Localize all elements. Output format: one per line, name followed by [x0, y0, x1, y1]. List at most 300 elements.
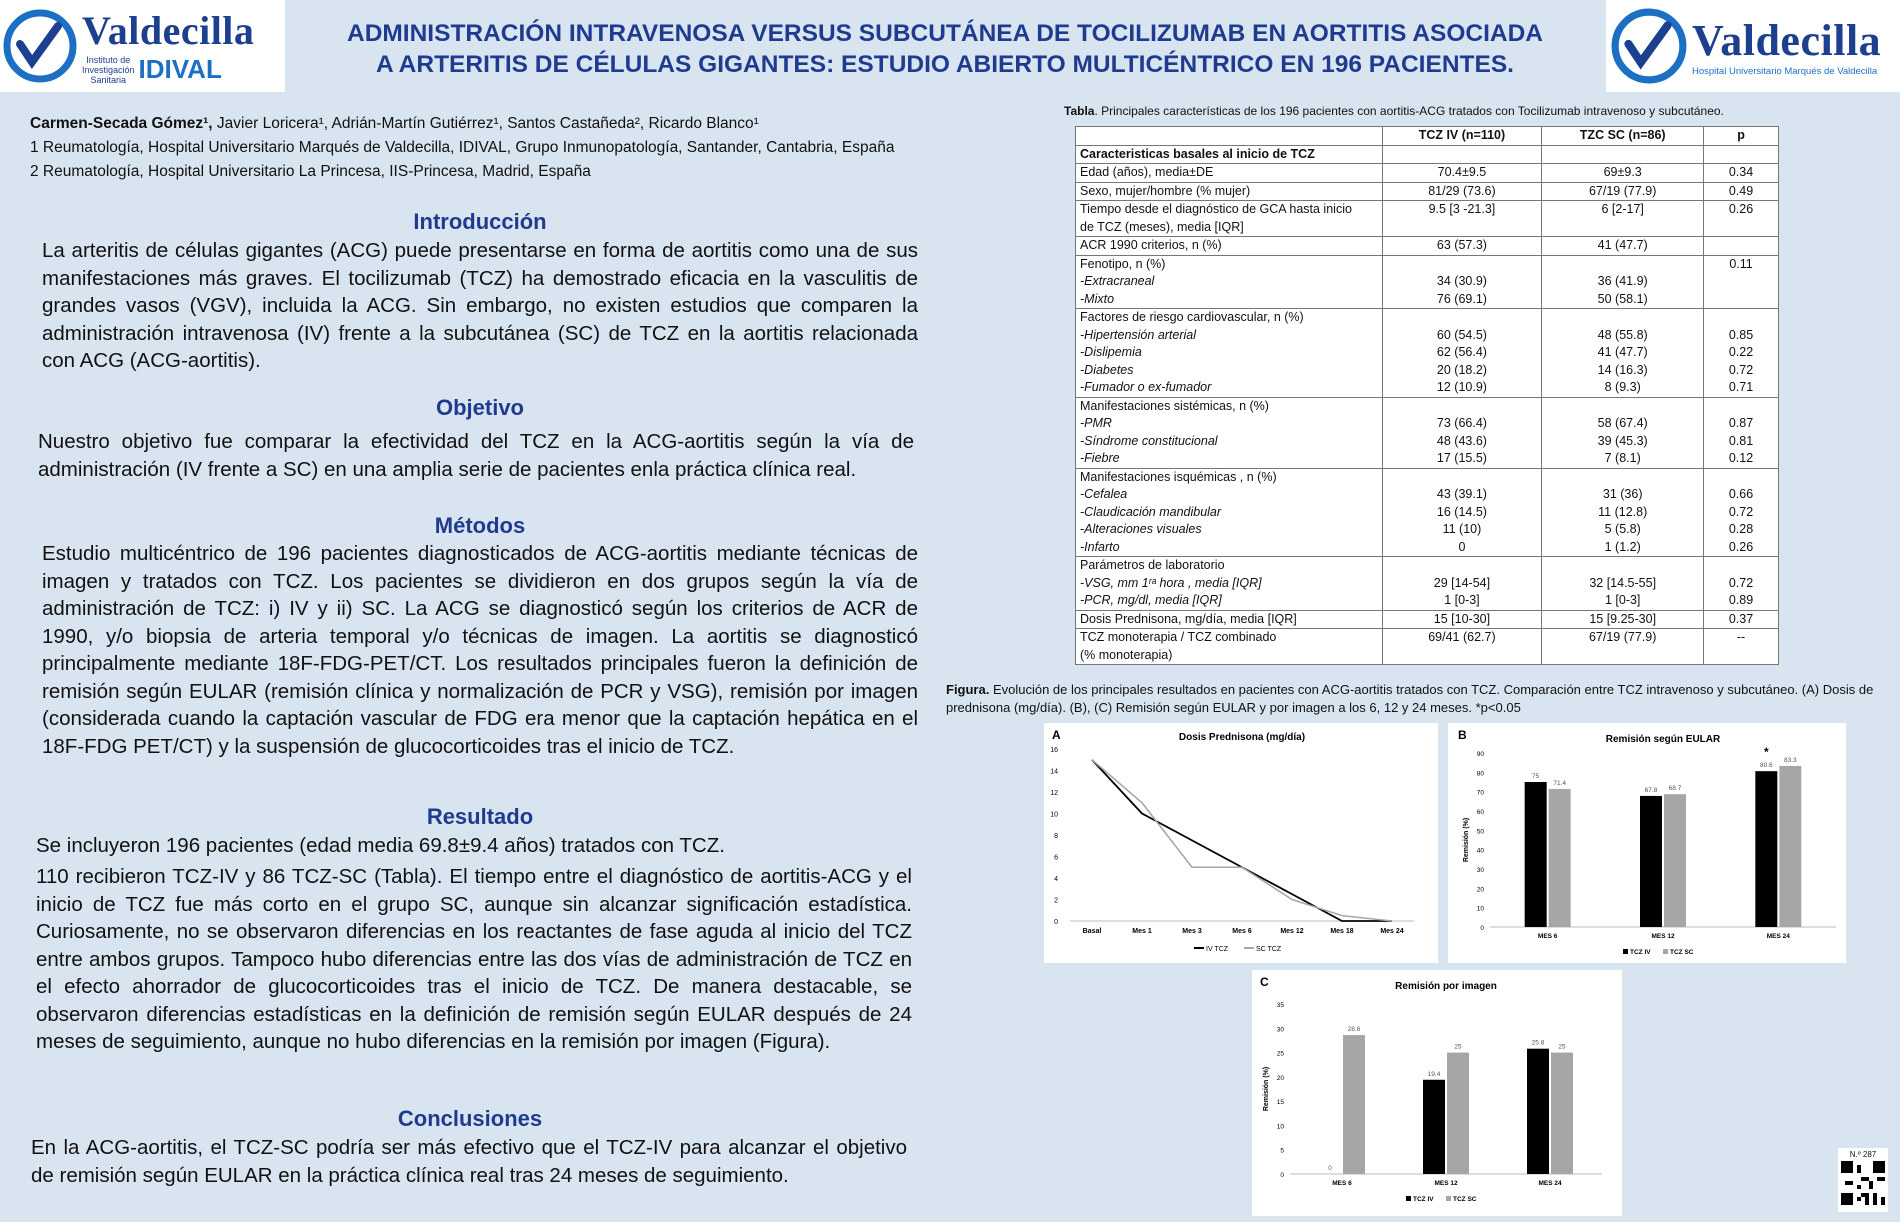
chart-title: Remisión según EULAR: [1605, 734, 1721, 745]
valdecilla-logo-icon: [1610, 7, 1688, 85]
methods-text: Estudio multicéntrico de 196 pacientes diagnosticados de ACG-aortitis mediante técnicas de imagen y tratados con TCZ. Los pacientes se dividieron en dos grupos según la vía de administración de TCZ: i) IV y ii) SC. La ACG se diagnosticó según los criterios de ACR de 1990, y/o biopsia de arteria temporal y/o técnicas de imagen. La aortitis se diagnosticó principalmente mediante 18F-FDG-PET/CT. Los resultados principales fueron la definición de remisión según EULAR (remisión clínica y normalización de PCR y VSG), remisión por imagen (considerada cuando la captación vascular de FDG era menor que la captación hepática en el 18F-FDG PET/CT) y la suspensión de glucocorticoides tras el inicio de TCZ.: [42, 542, 918, 758]
legend-swatch: [1406, 1196, 1411, 1201]
chart-b-eular-remission: [1448, 723, 1846, 963]
figure-caption-text: Evolución de los principales resultados en pacientes con ACG-aortitis tratados con TCZ. Comparación entre TCZ intravenoso y subcutáneo. (A) Dosis de prednisona (mg/día). (B), (C) Remisión según EULAR y por imagen a los 6, 12 y 24 meses. *p<0.05: [946, 682, 1874, 715]
chart-title: Remisión por imagen: [1395, 981, 1497, 992]
y-tick-label: 90: [1476, 751, 1484, 758]
table-cell-line: 0.72: [1728, 575, 1754, 590]
y-tick-label: 8: [1054, 833, 1058, 840]
table-cell-line: 0.34: [1728, 165, 1754, 179]
table-cell-line: 0.66: [1728, 487, 1754, 501]
x-tick-label: Mes 12: [1280, 928, 1304, 935]
results-text-2: 110 recibieron TCZ-IV y 86 TCZ-SC (Tabla). El tiempo entre el diagnóstico de aortitis-ACG y el inicio de TCZ fue más corto en el grupo SC, aunque sin alcanzar significación estadística. Curiosamente, no se observaron diferencias en los reactantes de fase aguda al inicio del TCZ entre ambos grupos. Tampoco hubo diferencias entre las dos vías de administración de TCZ en el efecto ahorrador de glucocorticoides tras el inicio de TCZ. De manera destacable, se observaron diferencias estadísticas en la definición de remisión según EULAR después de 24 meses de seguimiento, aunque no hubo diferencias en la remisión por imagen (Figura).: [36, 865, 912, 1053]
x-tick-label: MES 6: [1332, 1180, 1352, 1187]
table-header-cell: p: [1704, 127, 1779, 146]
figure-caption-label: Figura.: [946, 682, 990, 697]
significance-marker: *: [1763, 744, 1769, 759]
table-cell: [1704, 164, 1779, 183]
y-tick-label: 25: [1276, 1050, 1284, 1058]
table-cell-line: 62 (56.4): [1436, 345, 1487, 359]
y-tick-label: 15: [1276, 1099, 1284, 1107]
table-cell-line: [1708, 469, 1774, 487]
table-cell: [1704, 610, 1779, 629]
logo-left-word: Valdecilla: [82, 8, 255, 53]
table-cell-line: 0.81: [1728, 433, 1754, 448]
legend-label: TCZ IV: [1630, 949, 1651, 956]
table-cell: [1704, 255, 1779, 309]
poster-title-line-1: ADMINISTRACIÓN INTRAVENOSA VERSUS SUBCUTÁNEA DE TOCILIZUMAB EN AORTITIS ASOCIADA: [347, 20, 1543, 47]
table-cell: [1704, 237, 1779, 256]
table-cell-line: 41 (47.7): [1597, 238, 1648, 252]
table-cell-line: de TCZ (meses), media [IQR]: [1080, 219, 1244, 234]
y-tick-label: 30: [1476, 867, 1484, 874]
table-row-label: [1076, 397, 1383, 468]
table-cell-line: [1387, 647, 1538, 665]
table: [1075, 126, 1779, 665]
y-axis-label: Remisión (%): [1463, 817, 1470, 863]
conclusions-heading: Conclusiones: [397, 1106, 543, 1131]
table-cell-line: Factores de riesgo cardiovascular, n (%): [1080, 310, 1304, 324]
table-cell-line: [1387, 309, 1538, 327]
table-cell-line: -Síndrome constitucional: [1080, 433, 1218, 448]
table-cell-line: 5 (5.8): [1604, 522, 1641, 536]
table-cell-line: -Claudicación mandibular: [1080, 504, 1222, 519]
y-tick-label: 30: [1276, 1026, 1284, 1034]
table-cell-line: 12 (10.9): [1436, 380, 1487, 394]
bar-iv: [1525, 782, 1547, 927]
table-cell-line: -Infarto: [1080, 539, 1120, 554]
table-cell: [1542, 201, 1704, 237]
table-cell-line: [1708, 291, 1774, 309]
table-cell: [1382, 610, 1542, 629]
table-cell-line: 0.85: [1728, 327, 1754, 342]
bar-value-label: 75: [1532, 773, 1540, 780]
table-cell-line: 43 (39.1): [1436, 487, 1487, 501]
chart-a-title: Dosis Prednisona (mg/día): [1178, 732, 1306, 743]
table-cell: [1382, 255, 1542, 309]
characteristics-table: [1075, 126, 1779, 665]
y-tick-label: 60: [1476, 809, 1484, 816]
table-row: [1076, 182, 1779, 201]
table-row: [1076, 397, 1779, 468]
table-row: [1076, 201, 1779, 237]
qr-code-icon: [1841, 1161, 1885, 1205]
bar-sc: [1664, 794, 1686, 927]
y-tick-label: 6: [1054, 854, 1058, 862]
table-header-cell: [1076, 127, 1383, 146]
table-cell-line: 0.11: [1729, 256, 1753, 271]
table-cell-line: 70.4±9.5: [1437, 165, 1487, 179]
x-tick-label: MES 24: [1538, 1180, 1562, 1187]
table-cell-line: 0.72: [1728, 362, 1754, 377]
y-tick-label: 10: [1276, 1123, 1284, 1131]
table-row-label: [1076, 557, 1383, 611]
legend-label: TCZ IV: [1413, 1196, 1434, 1203]
table-cell-line: Manifestaciones isquémicas , n (%): [1080, 469, 1277, 484]
table-cell-line: [1546, 557, 1699, 575]
x-tick-label: Mes 18: [1330, 928, 1354, 935]
table-cell-line: 1 (1.2): [1604, 539, 1641, 554]
authors-block: [30, 112, 1020, 184]
table-cell-line: [1546, 469, 1699, 487]
poster-title-line-2: A ARTERITIS DE CÉLULAS GIGANTES: ESTUDIO ABIERTO MULTICÉNTRICO EN 196 PACIENTES.: [376, 51, 1514, 78]
table-cell: [1704, 145, 1779, 164]
bar-value-label: 68.7: [1668, 785, 1682, 793]
table-cell-line: 67/19 (77.9): [1588, 183, 1657, 198]
table-header-row: [1076, 127, 1779, 146]
table-cell: [1382, 164, 1542, 183]
objective-heading: Objetivo: [435, 395, 524, 420]
table-cell-line: -Extracraneal: [1080, 274, 1155, 288]
logo-right-sub: Hospital Universitario Marqués de Valdecilla: [1692, 66, 1878, 77]
table-cell-line: [1387, 256, 1538, 274]
x-tick-label: Mes 6: [1232, 928, 1252, 935]
chart-b-svg: [1448, 723, 1846, 963]
table-cell: [1382, 309, 1542, 398]
poster-title: [295, 18, 1595, 80]
table-row-label: [1076, 610, 1383, 629]
table-row-label: [1076, 201, 1383, 237]
table-cell-line: -Cefalea: [1080, 487, 1128, 501]
bar-value-label: 28.6: [1347, 1026, 1361, 1034]
table-cell-line: 15 [10-30]: [1433, 611, 1491, 626]
table-cell-line: -Diabetes: [1080, 362, 1134, 377]
legend-swatch: [1446, 1196, 1451, 1201]
chart-a-prednisone: [1044, 723, 1438, 963]
table-cell-line: 20 (18.2): [1436, 362, 1487, 377]
logo-left-sub-3: Sanitaria: [90, 74, 127, 85]
y-tick-label: 0: [1480, 925, 1484, 932]
y-tick-label: 10: [1476, 905, 1484, 913]
table-cell-line: -PMR: [1080, 416, 1112, 430]
table-cell-line: 29 [14-54]: [1433, 575, 1491, 590]
table-cell-line: Manifestaciones sistémicas, n (%): [1080, 398, 1269, 413]
legend-label: IV TCZ: [1206, 946, 1229, 953]
x-tick-label: MES 24: [1766, 933, 1790, 940]
table-cell-line: 0: [1458, 539, 1466, 554]
table-cell-line: -Fumador o ex-fumador: [1080, 380, 1212, 394]
table-cell-line: 73 (66.4): [1436, 416, 1487, 430]
table-cell-line: [1387, 398, 1538, 416]
table-row-label: [1076, 164, 1383, 183]
bar-value-label: 25: [1558, 1043, 1566, 1051]
y-axis-label: Remisión (%): [1263, 1066, 1270, 1112]
table-cell-line: [1708, 398, 1774, 416]
table-cell-line: [1546, 647, 1699, 665]
table-cell-line: 63 (57.3): [1436, 238, 1487, 252]
table-cell-line: 69±9.3: [1603, 165, 1642, 179]
bar-value-label: 80.6: [1760, 762, 1773, 770]
table-cell-line: 76 (69.1): [1436, 291, 1487, 306]
affiliation-1: 1 Reumatología, Hospital Universitario Marqués de Valdecilla, IDIVAL, Grupo Inmunopatología, Santander, Cantabria, España: [30, 139, 895, 156]
table-cell-line: 81/29 (73.6): [1428, 183, 1496, 198]
legend-label: SC TCZ: [1256, 946, 1282, 953]
bar-value-label: 71.4: [1553, 779, 1566, 787]
table-cell-line: 0.87: [1728, 416, 1754, 430]
table-cell-line: (% monoterapia): [1080, 647, 1173, 662]
table-cell-line: 0.71: [1728, 380, 1754, 394]
table-cell-line: 0.89: [1728, 593, 1754, 607]
table-cell-line: -Fiebre: [1080, 451, 1120, 465]
table-cell-line: 32 [14.5-55]: [1589, 575, 1657, 590]
table-cell-line: 6 [2-17]: [1601, 202, 1644, 216]
bar-sc: [1549, 789, 1571, 927]
bar-value-label: 19.4: [1427, 1070, 1441, 1078]
table-cell: [1542, 182, 1704, 201]
table-header-cell: TZC SC (n=86): [1542, 127, 1704, 146]
table-cell-line: Sexo, mujer/hombre (% mujer): [1080, 183, 1251, 198]
table-caption-label: Tabla: [1064, 104, 1095, 118]
table-cell: [1704, 397, 1779, 468]
table-cell-line: 0.72: [1728, 504, 1754, 519]
first-author: Carmen-Secada Gómez¹,: [30, 115, 213, 132]
bar-iv: [1527, 1049, 1549, 1174]
table-cell: [1542, 557, 1704, 611]
table-cell-line: 14 (16.3): [1597, 362, 1648, 377]
table-cell-line: -Alteraciones visuales: [1080, 522, 1202, 536]
table-cell-line: Edad (años), media±DE: [1080, 165, 1214, 179]
figure-caption: [946, 681, 1896, 717]
objective-text: Nuestro objetivo fue comparar la efectividad del TCZ en la ACG-aortitis según la vía de administración (IV frente a SC) en una amplia serie de pacientes enla práctica clínica real.: [38, 430, 914, 481]
logo-valdecilla-hospital: [1606, 0, 1900, 92]
table-cell-line: 0.26: [1728, 539, 1754, 554]
table-cell-line: 17 (15.5): [1436, 451, 1487, 465]
x-tick-label: MES 6: [1537, 933, 1558, 940]
table-cell-line: 60 (54.5): [1436, 327, 1487, 342]
table-cell-line: 1 [0-3]: [1444, 593, 1480, 607]
table-cell: [1542, 255, 1704, 309]
bar-sc: [1551, 1053, 1573, 1174]
y-tick-label: 10: [1050, 811, 1058, 819]
table-cell-line: 0.37: [1728, 611, 1754, 626]
conclusions-text: En la ACG-aortitis, el TCZ-SC podría ser más efectivo que el TCZ-IV para alcanzar el objetivo de remisión según EULAR en la práctica clínica real tras 24 meses de seguimiento.: [31, 1136, 907, 1187]
table-cell-line: 48 (55.8): [1597, 327, 1648, 342]
y-tick-label: 20: [1476, 886, 1484, 894]
bar-sc: [1779, 766, 1801, 927]
table-cell-line: Dosis Prednisona, mg/día, media [IQR]: [1080, 611, 1297, 626]
table-cell-line: 11 (12.8): [1598, 504, 1648, 519]
table-row: [1076, 309, 1779, 398]
table-cell-line: Parámetros de laboratorio: [1080, 558, 1225, 572]
table-cell-line: 67/19 (77.9): [1588, 630, 1657, 644]
table-caption-text: . Principales características de los 196 pacientes con aortitis-ACG tratados con Tocilizumab intravenoso y subcutáneo.: [1094, 104, 1724, 118]
table-cell-line: Fenotipo, n (%): [1080, 256, 1166, 271]
table-cell-line: [1546, 256, 1699, 274]
table-cell: [1704, 468, 1779, 557]
table-cell-line: -Dislipemia: [1080, 345, 1142, 359]
table-cell-line: [1708, 557, 1774, 575]
table-cell-line: 0.49: [1728, 183, 1754, 198]
legend-label: TCZ SC: [1670, 949, 1694, 956]
table-row: [1076, 610, 1779, 629]
x-tick-label: Mes 24: [1380, 928, 1404, 935]
x-tick-label: MES 12: [1434, 1180, 1458, 1187]
table-row-label: [1076, 629, 1383, 665]
table-cell-line: ACR 1990 criterios, n (%): [1080, 238, 1222, 252]
x-tick-label: Mes 1: [1132, 928, 1152, 935]
table-cell-line: TCZ monoterapia / TCZ combinado: [1080, 630, 1277, 644]
header: [0, 0, 1900, 93]
table-cell-line: 34 (30.9): [1436, 274, 1487, 288]
table-cell-line: [1708, 647, 1774, 665]
table-cell-line: 36 (41.9): [1597, 274, 1648, 288]
table-caption: [1064, 104, 1894, 118]
table-cell-line: 0.22: [1728, 345, 1754, 359]
table-cell: [1542, 164, 1704, 183]
table-cell: [1382, 557, 1542, 611]
table-section-row: [1076, 145, 1779, 164]
table-row-label: [1076, 255, 1383, 309]
table-cell-line: 8 (9.3): [1604, 380, 1641, 394]
table-cell: [1542, 145, 1704, 164]
table-cell: [1382, 201, 1542, 237]
table-cell: [1382, 237, 1542, 256]
bar-value-label: 67.8: [1644, 786, 1658, 794]
table-cell-line: 39 (45.3): [1597, 433, 1648, 448]
table-section-title: Caracteristicas basales al inicio de TCZ: [1076, 145, 1383, 164]
panel-letter-b: B: [1458, 728, 1467, 742]
chart-a-svg: [1044, 723, 1438, 963]
logo-left-sub-2: Investigación: [82, 64, 135, 75]
y-tick-label: 0: [1054, 919, 1058, 926]
table-cell-line: [1546, 309, 1699, 327]
table-cell-line: 0.26: [1728, 202, 1754, 216]
y-tick-label: 50: [1476, 828, 1484, 836]
chart-c-imaging-remission: [1252, 970, 1622, 1216]
bar-value-label: 25.8: [1531, 1039, 1545, 1047]
table-cell: [1704, 557, 1779, 611]
table-cell-line: [1708, 237, 1774, 255]
table-cell-line: 50 (58.1): [1597, 291, 1648, 306]
table-cell-line: 31 (36): [1602, 487, 1643, 501]
y-tick-label: 5: [1280, 1147, 1284, 1155]
y-tick-label: 80: [1476, 770, 1484, 778]
table-cell: [1382, 145, 1542, 164]
table-cell-line: 69/41 (62.7): [1428, 630, 1496, 644]
bar-iv: [1755, 771, 1777, 927]
table-cell-line: -PCR, mg/dl, media [IQR]: [1080, 593, 1222, 607]
table-cell-line: -Hipertensión arterial: [1080, 327, 1197, 342]
table-row-label: [1076, 237, 1383, 256]
table-row-label: [1076, 182, 1383, 201]
table-cell-line: 58 (67.4): [1597, 416, 1648, 430]
table-cell-line: [1708, 309, 1774, 327]
table-cell: [1382, 397, 1542, 468]
x-tick-label: Mes 3: [1182, 928, 1202, 935]
valdecilla-logo-icon: [2, 8, 78, 84]
table-cell-line: -Mixto: [1080, 291, 1115, 306]
table-row: [1076, 629, 1779, 665]
results-text-1: Se incluyeron 196 pacientes (edad media 69.8±9.4 años) tratados con TCZ.: [36, 834, 725, 857]
legend-swatch: [1663, 949, 1668, 954]
intro-text: La arteritis de células gigantes (ACG) puede presentarse en forma de aortitis como una de sus manifestaciones más graves. El tocilizumab (TCZ) ha demostrado eficacia en la vasculitis de grandes vasos (VGV), incluida la ACG. Sin embargo, no existen estudios que comparen la administración intravenosa (IV) frente a la subcutánea (SC) de TCZ en la aortitis relacionada con ACG (ACG-aortitis).: [42, 239, 918, 372]
table-cell-line: [1387, 557, 1538, 575]
table-row: [1076, 468, 1779, 557]
x-tick-label: Basal: [1082, 928, 1102, 935]
table-cell-line: [1546, 398, 1699, 416]
table-row-label: [1076, 309, 1383, 398]
table-row: [1076, 237, 1779, 256]
logo-right-word: Valdecilla: [1692, 16, 1882, 65]
series-line-iv: [1092, 760, 1392, 921]
table-cell-line: 11 (10): [1442, 522, 1482, 536]
table-cell-line: 9.5 [3 -21.3]: [1428, 202, 1496, 216]
table-cell-line: 16 (14.5): [1436, 504, 1487, 519]
table-row: [1076, 164, 1779, 183]
y-tick-label: 16: [1050, 747, 1058, 754]
table-cell-line: [1708, 219, 1774, 237]
panel-letter-a: A: [1052, 728, 1061, 742]
legend-swatch: [1623, 949, 1628, 954]
author-list: [30, 112, 1020, 136]
chart-c-svg: [1252, 970, 1622, 1216]
table-cell-line: -VSG, mm 1ʳᵃ hora , media [IQR]: [1080, 575, 1262, 590]
table-cell: [1382, 182, 1542, 201]
table-cell: [1704, 629, 1779, 665]
table-cell-line: [1387, 219, 1538, 237]
y-tick-label: 20: [1276, 1074, 1284, 1082]
table-cell-line: [1546, 219, 1699, 237]
table-row-label: [1076, 468, 1383, 557]
table-cell: [1542, 397, 1704, 468]
table-header-cell: TCZ IV (n=110): [1382, 127, 1542, 146]
table-cell: [1382, 629, 1542, 665]
legend-label: TCZ SC: [1453, 1196, 1477, 1203]
methods-heading: Métodos: [434, 513, 526, 538]
other-authors: Javier Loricera¹, Adrián-Martín Gutiérrez¹, Santos Castañeda², Ricardo Blanco¹: [212, 115, 759, 132]
results-heading: Resultado: [426, 804, 534, 829]
bar-value-label: 83.3: [1784, 756, 1797, 764]
table-cell: [1542, 237, 1704, 256]
bar-sc: [1447, 1053, 1469, 1174]
affiliation-2: 2 Reumatología, Hospital Universitario La Princesa, IIS-Princesa, Madrid, España: [30, 163, 591, 180]
series-line-sc: [1092, 760, 1392, 921]
table-cell: [1704, 201, 1779, 237]
bar-value-label: 0: [1328, 1165, 1332, 1172]
table-cell-line: 0.28: [1728, 522, 1754, 536]
table-cell-line: 41 (47.7): [1597, 345, 1648, 359]
qr-label: N.º 287: [1849, 1150, 1877, 1159]
table-cell-line: 7 (8.1): [1604, 451, 1641, 465]
intro-heading: Introducción: [413, 209, 547, 234]
qr-code: [1838, 1148, 1888, 1212]
y-tick-label: 14: [1050, 768, 1058, 776]
bar-value-label: 25: [1454, 1043, 1462, 1051]
table-cell: [1382, 468, 1542, 557]
logo-valdecilla-idival: [0, 0, 285, 92]
x-tick-label: MES 12: [1651, 933, 1675, 940]
table-cell-line: Tiempo desde el diagnóstico de GCA hasta inicio: [1080, 202, 1352, 216]
bar-sc: [1343, 1035, 1365, 1174]
table-cell-line: 48 (43.6): [1436, 433, 1487, 448]
table-cell: [1704, 309, 1779, 398]
y-tick-label: 40: [1476, 847, 1484, 855]
table-cell-line: 0.12: [1728, 451, 1754, 465]
y-tick-label: 35: [1276, 1002, 1284, 1009]
table-cell: [1542, 610, 1704, 629]
table-cell: [1542, 309, 1704, 398]
y-tick-label: 12: [1050, 790, 1058, 797]
table-cell: [1542, 468, 1704, 557]
table-cell-line: 15 [9.25-30]: [1589, 611, 1657, 626]
bar-iv: [1423, 1080, 1445, 1174]
y-tick-label: 70: [1476, 789, 1484, 797]
table-cell-line: [1387, 469, 1538, 487]
bar-iv: [1640, 796, 1662, 927]
table-row: [1076, 255, 1779, 309]
table-cell-line: --: [1736, 630, 1746, 644]
table-row: [1076, 557, 1779, 611]
